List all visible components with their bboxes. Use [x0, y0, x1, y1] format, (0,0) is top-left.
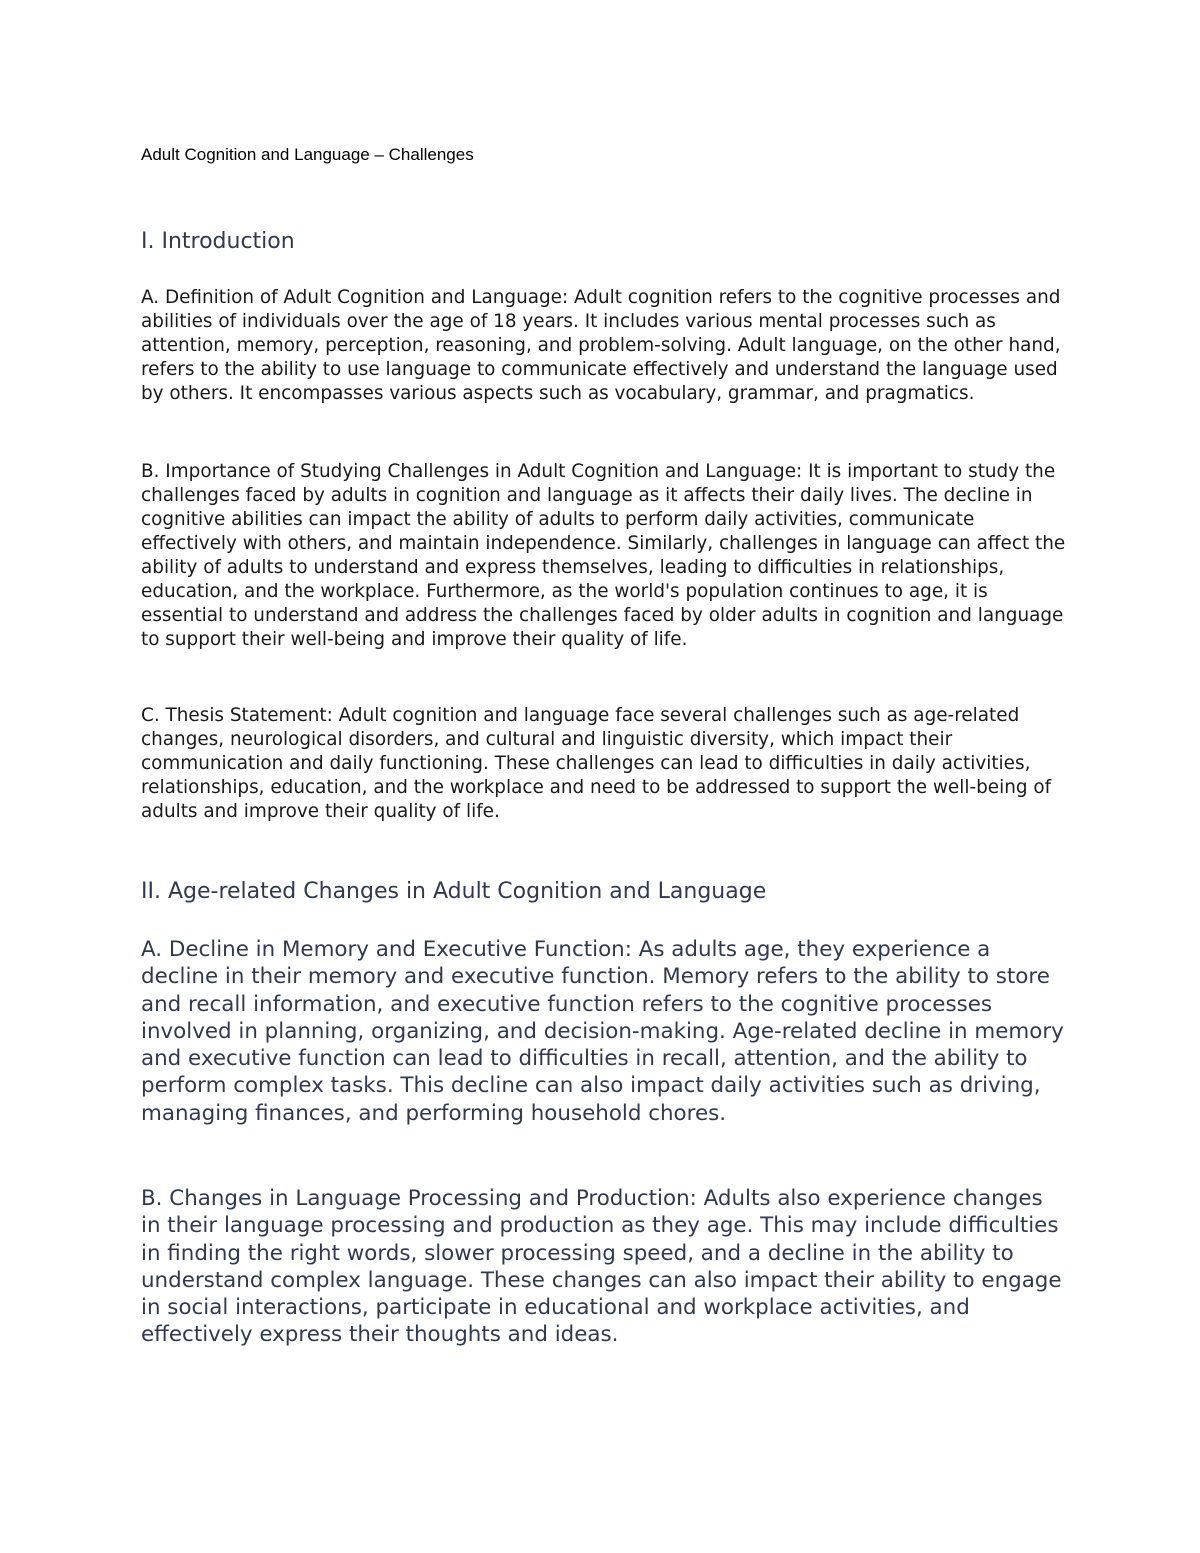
paragraph-language-processing: B. Changes in Language Processing and Production: Adults also experience changes in their language processing and production as they age. This may include difficulties in finding the right words, slower processing speed, and a decline in the ability to understand complex language. These changes can also impact their ability to engage in social interactions, participate in educational and workplace activities, and effectively express their thoughts and ideas.: [141, 1186, 1062, 1348]
section-heading-age-related-changes: II. Age-related Changes in Adult Cognition and Language: [141, 879, 767, 904]
paragraph-importance: B. Importance of Studying Challenges in Adult Cognition and Language: It is important to study the challenges faced by adults in cognition and language as it affects their daily lives. The decline in cognitive abilities can impact the ability of adults to perform daily activities, communicate effectively with others, and maintain independence. Similarly, challenges in language can affect the ability of adults to understand and express themselves, leading to difficulties in relationships, education, and the workplace. Furthermore, as the world's population continues to age, it is essential to understand and address the challenges faced by older adults in cognition and language to support their well-being and improve their quality of life.: [141, 461, 1066, 650]
section-heading-introduction: I. Introduction: [141, 229, 295, 254]
paragraph-memory-decline: A. Decline in Memory and Executive Function: As adults age, they experience a decline in their memory and executive function. Memory refers to the ability to store and recall information, and executive function refers to the cognitive processes involved in planning, organizing, and decision-making. Age-related decline in memory and executive function can lead to difficulties in recall, attention, and the ability to perform complex tasks. This decline can also impact daily activities such as driving, managing finances, and performing household chores.: [141, 937, 1064, 1126]
paragraph-definition: A. Definition of Adult Cognition and Language: Adult cognition refers to the cognitive processes and abilities of individuals over the age of 18 years. It includes various mental processes such as attention, memory, perception, reasoning, and problem-solving. Adult language, on the other hand, refers to the ability to use language to communicate effectively and understand the language used by others. It encompasses various aspects such as vocabulary, grammar, and pragmatics.: [141, 287, 1061, 404]
document-title: Adult Cognition and Language – Challenges: [141, 145, 474, 164]
paragraph-thesis: C. Thesis Statement: Adult cognition and language face several challenges such as age-related changes, neurological disorders, and cultural and linguistic diversity, which impact their communication and daily functioning. These challenges can lead to difficulties in daily activities, relationships, education, and the workplace and need to be addressed to support the well-being of adults and improve their quality of life.: [141, 705, 1052, 822]
